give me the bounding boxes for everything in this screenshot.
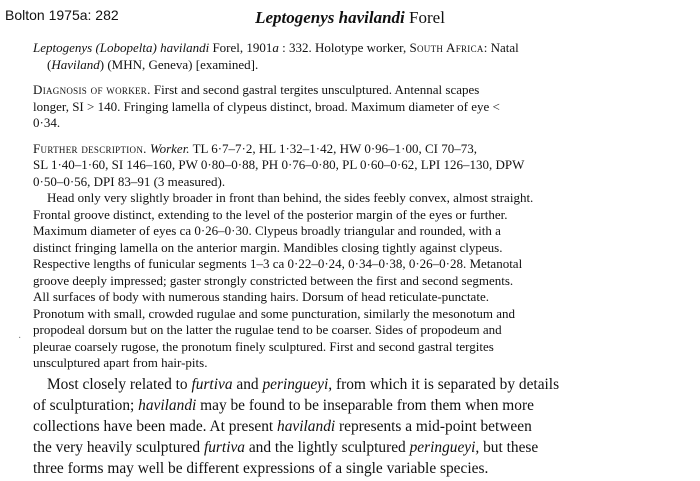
further-text-line: groove deeply impressed; gaster strongly constricted between the first and second segments. (33, 272, 514, 288)
further-text-line: Respective lengths of funicular segments 1–3 ca 0·22–0·24, 0·34–0·38, 0·26–0·28. Metanotal (33, 256, 523, 271)
text-span: of sculpturation; (33, 397, 139, 414)
discussion-line-4 (33, 437, 683, 458)
diagnosis-heading: Diagnosis of worker. (33, 82, 151, 97)
caste-label: Worker. (149, 140, 190, 156)
text-span: but these (479, 439, 539, 456)
citation-label: Bolton 1975a: 282 (5, 7, 119, 23)
text-span: ( (47, 56, 52, 72)
further-text-line: Head only very slightly broader in front than behind, the sides feebly convex, almost straight. (47, 190, 534, 205)
diagnosis-line-2: longer, SI > 140. Fringing lamella of clypeus distinct, broad. Maximum diameter of eye < (33, 98, 500, 114)
further-text-line: Pronotum with small, crowded rugulae and some puncturation, similarly the mesonotum and (33, 305, 515, 321)
text-span: represents a mid-point between (335, 418, 532, 435)
collector: Haviland (51, 56, 100, 72)
further-line-1 (33, 141, 683, 158)
description-body (33, 40, 683, 372)
text-span: the very heavily sculptured (33, 439, 204, 456)
species-title (0, 8, 700, 28)
further-heading: Further description. (33, 140, 147, 156)
discussion-line-5: three forms may well be different expressions of a single variable species. (33, 460, 489, 477)
further-text-line: Frontal groove distinct, extending to the level of the posterior margin of the eyes or further. (33, 206, 508, 222)
species-author: Forel (409, 8, 445, 27)
diagnosis-line-3: 0·34. (33, 115, 61, 130)
text-span: and (232, 376, 263, 393)
text-span: First and second gastral tergites unsculptured. Antennal scapes (150, 82, 480, 97)
text-span: and the lightly sculptured (245, 439, 410, 456)
text-span: Forel, 1901 (209, 40, 273, 55)
further-text-line: All surfaces of body with numerous standing hairs. Dorsum of head reticulate-punctate. (33, 289, 489, 304)
text-span: : 332. Holotype worker, (278, 40, 410, 55)
taxon-name: peringueyi, (262, 376, 333, 393)
locality: South Africa (409, 40, 484, 55)
type-record-line-1 (33, 40, 683, 57)
further-line-3: 0·50–0·56, DPI 83–91 (3 measured). (33, 173, 226, 189)
further-text-line: distinct fringing lamella on the anterior margin. Mandibles closing tightly against clypeus. (33, 239, 503, 255)
discussion-line-2 (33, 395, 683, 416)
text-span: a (272, 40, 279, 55)
margin-mark: · (18, 333, 22, 344)
text-span: : Natal (483, 40, 519, 55)
taxon-name: furtiva (203, 439, 245, 456)
text-span: from which it is separated by details (332, 376, 560, 393)
taxon-name: havilandi (138, 397, 197, 414)
further-text-line: propodeal dorsum but on the latter the rugulae tend to be coarser. Sides of propodeum and (33, 322, 502, 337)
text-span: ) (MHN, Geneva) [examined]. (99, 56, 259, 72)
text-span: collections have been made. At present (33, 418, 278, 435)
text-span: may be found to be inseparable from them when more (196, 397, 534, 414)
text-span: Most closely related to (47, 376, 192, 393)
text-span: TL 6·7–7·2, HL 1·32–1·42, HW 0·96–1·00, CI 70–73, (189, 140, 477, 156)
further-text-line: Maximum diameter of eyes ca 0·26–0·30. Clypeus broadly triangular and rounded, with a (33, 223, 501, 238)
diagnosis-line-1 (33, 82, 683, 99)
taxon-name: furtiva (191, 376, 233, 393)
discussion-line-3 (33, 416, 683, 437)
taxon-name: havilandi (277, 418, 336, 435)
further-line-2: SL 1·40–1·60, SI 146–160, PW 0·80–0·88, PH 0·76–0·80, PL 0·60–0·62, LPI 126–130, DPW (33, 157, 525, 172)
discussion-line-1 (33, 374, 683, 395)
type-record-line-2 (33, 57, 683, 74)
further-text-line: unsculptured apart from hair-pits. (33, 355, 208, 370)
species-name: Leptogenys havilandi (255, 8, 405, 27)
discussion-paragraph (33, 374, 683, 479)
further-text-line: pleurae coarsely rugose, the pronotum finely sculptured. First and second gastral tergites (33, 338, 494, 354)
taxon-name: Leptogenys (Lobopelta) havilandi (33, 40, 210, 55)
taxon-name: peringueyi, (409, 439, 480, 456)
